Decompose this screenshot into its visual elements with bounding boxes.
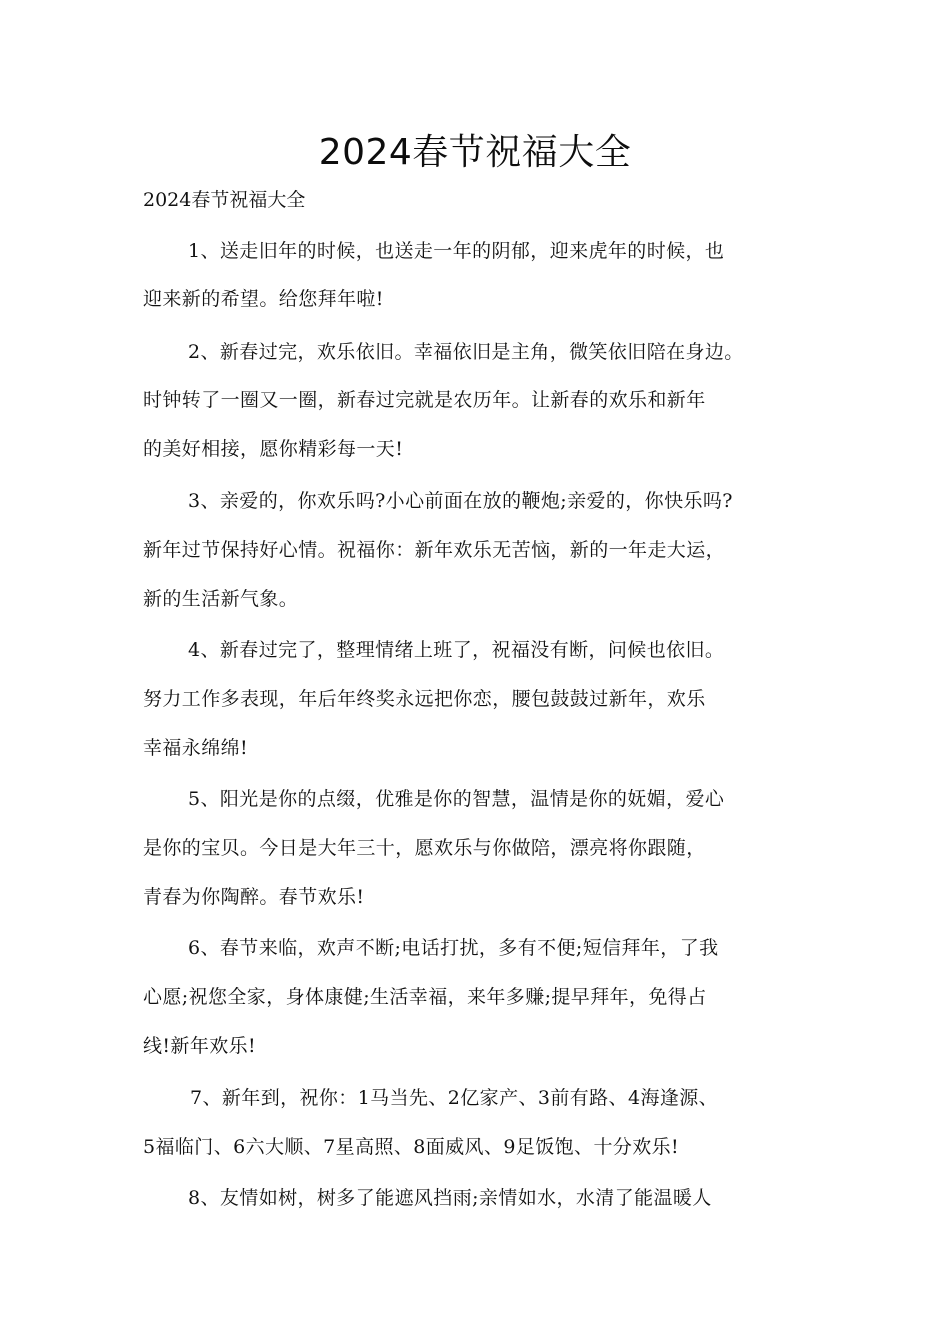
paragraph-2-line-3: 的美好相接，愿你精彩每一天! [143,438,404,460]
paragraph-4-line-2: 努力工作多表现，年后年终奖永远把你恋，腰包鼓鼓过新年，欢乐 [143,688,706,710]
paragraph-5-line-1: 5、阳光是你的点缀，优雅是你的智慧，温情是你的妩媚，爱心 [188,788,725,810]
paragraph-3-line-2: 新年过节保持好心情。祝福你：新年欢乐无苦恼，新的一年走大运， [143,539,726,561]
paragraph-7-line-1: 7、新年到，祝你：1马当先、2亿家产、3前有路、4海逢源、 [190,1087,719,1109]
paragraph-3-line-3: 新的生活新气象。 [143,588,299,610]
paragraph-6-line-2: 心愿;祝您全家，身体康健;生活幸福，来年多赚;提早拜年，免得占 [143,986,707,1008]
paragraph-6-line-3: 线!新年欢乐! [143,1035,257,1057]
paragraph-1-line-1: 1、送走旧年的时候，也送走一年的阴郁，迎来虎年的时候，也 [188,240,725,262]
paragraph-2-line-1: 2、新春过完，欢乐依旧。幸福依旧是主角，微笑依旧陪在身边。 [188,341,744,363]
paragraph-6-line-1: 6、春节来临，欢声不断;电话打扰，多有不便;短信拜年，了我 [188,937,719,959]
paragraph-4-line-3: 幸福永绵绵! [143,737,249,759]
paragraph-2-line-2: 时钟转了一圈又一圈，新春过完就是农历年。让新春的欢乐和新年 [143,389,706,411]
paragraph-5-line-2: 是你的宝贝。今日是大年三十，愿欢乐与你做陪，漂亮将你跟随， [143,837,706,859]
paragraph-7-line-2: 5福临门、6六大顺、7星高照、8面威风、9足饭饱、十分欢乐! [143,1136,680,1158]
paragraph-5-line-3: 青春为你陶醉。春节欢乐! [143,886,365,908]
paragraph-8-line-1: 8、友情如树，树多了能遮风挡雨;亲情如水，水清了能温暖人 [188,1187,712,1209]
paragraph-4-line-1: 4、新春过完了，整理情绪上班了，祝福没有断，问候也依旧。 [188,639,725,661]
paragraph-1-line-2: 迎来新的希望。给您拜年啦! [143,288,384,310]
paragraph-3-line-1: 3、亲爱的，你欢乐吗?小心前面在放的鞭炮;亲爱的，你快乐吗? [188,490,733,512]
document-subtitle: 2024春节祝福大全 [143,189,306,211]
page-title: 2024春节祝福大全 [318,132,632,173]
